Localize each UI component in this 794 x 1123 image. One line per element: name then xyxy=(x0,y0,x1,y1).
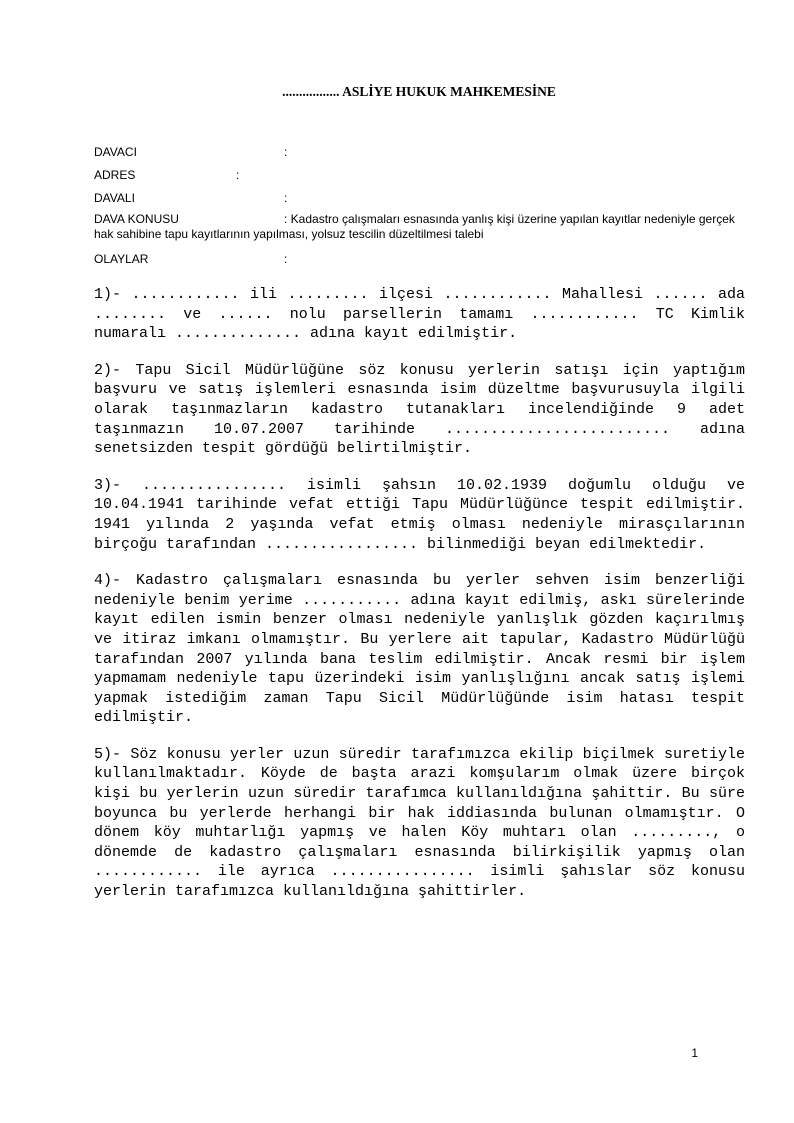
address-row xyxy=(94,168,294,182)
plaintiff-row xyxy=(94,145,294,159)
case-subject xyxy=(94,212,746,242)
defendant-row xyxy=(94,191,294,205)
paragraph-5: 5)- Söz konusu yerler uzun süredir tarafımızca ekilip biçilmek suretiyle kullanılmaktadır. Köyde de başta arazi komşularım olmak üzere birçok kişi bu yerlerin uzun süredir tarafımca kullanıldığına şahittir. Bu süre boyunca bu yerlerde herhangi bir hak iddiasında bulunan olmamıştır. O dönem köy muhtarlığı yapmış ve halen Köy muhtarı olan ........., o dönemde de kadastro çalışmaları esnasında bilirkişilik yapmış olan ............ ile ayrıca ................ isimli şahıslar söz konusu yerlerin tarafımızca kullanıldığına şahittirler. xyxy=(94,745,745,901)
paragraph-1: 1)- ............ ili ......... ilçesi ............ Mahallesi ...... ada ........ ve ...... nolu parsellerin tamamı ............ TC Kimlik numaralı .............. adına kayıt edilmiştir. xyxy=(94,286,745,343)
address-label: ADRES xyxy=(94,168,136,182)
defendant-label: DAVALI xyxy=(94,191,135,205)
plaintiff-label: DAVACI xyxy=(94,145,137,159)
court-title: ................. ASLİYE HUKUK MAHKEMESİNE xyxy=(282,84,556,99)
paragraph-3: 3)- ................ isimli şahsın 10.02.1939 doğumlu olduğu ve 10.04.1941 tarihinde vefat ettiği Tapu Müdürlüğünce tespit edilmiştir. 1941 yılında 2 yaşında vefat etmiş olması nedeniyle mirasçılarının birçoğu tarafından ................. bilinmediği beyan edilmektedir. xyxy=(94,476,745,553)
facts-colon: : xyxy=(284,252,288,266)
facts-body xyxy=(94,285,745,919)
address-colon: : xyxy=(236,168,240,182)
facts-row xyxy=(94,252,294,266)
facts-label: OLAYLAR xyxy=(94,252,149,266)
plaintiff-colon: : xyxy=(284,145,288,159)
paragraph-4: 4)- Kadastro çalışmaları esnasında bu yerler sehven isim benzerliği nedeniyle benim yerime ........... adına kayıt edilmiş, askı sürelerinde kayıt edilen ismin benzer olması nedeniyle yanlışlık gözden kaçırılmış ve itiraz imkanı olmamıştır. Bu yerlere ait tapular, Kadastro Müdürlüğü tarafından 2007 yılında bana teslim edilmiştir. Ancak resmi bir işlem yapmamam nedeniyle tapu üzerindeki isim yanlışlığını ancak satış işlemi yapmak istediğim zaman Tapu Sicil Müdürlüğünde isim hatası tespit edilmiştir. xyxy=(94,572,745,727)
defendant-colon: : xyxy=(284,191,288,205)
case-subject-text: : Kadastro çalışmaları esnasında yanlış kişi üzerine yapılan kayıtlar nedeniyle gerçek hak sahibine tapu kayıtlarının yapılması, yolsuz tescilin düzeltilmesi talebi xyxy=(94,212,735,241)
case-subject-label: DAVA KONUSU xyxy=(94,212,179,226)
paragraph-2: 2)- Tapu Sicil Müdürlüğüne söz konusu yerlerin satışı için yaptığım başvuru ve satış işlemleri esnasında isim düzeltme başvurusuyla ilgili olarak taşınmazların kadastro tutanakları incelendiğinde 9 adet taşınmazın 10.07.2007 tarihinde ......................... adına senetsizden tespit gördüğü belirtilmiştir. xyxy=(94,361,745,458)
page-number: 1 xyxy=(691,1046,698,1060)
